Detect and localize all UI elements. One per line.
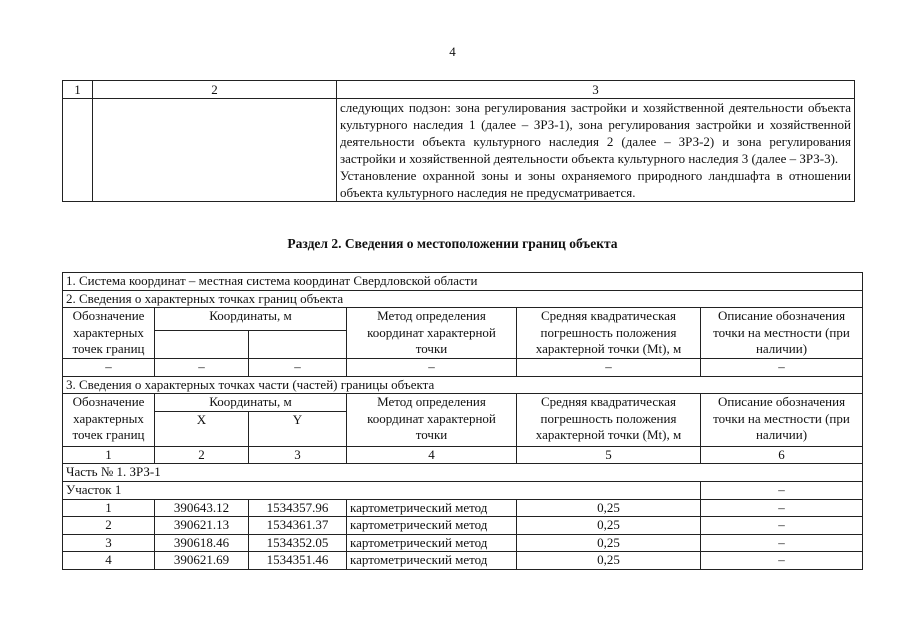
point-x: 390621.69 bbox=[155, 552, 249, 570]
header-cell-1: 1 bbox=[63, 81, 93, 99]
table-row bbox=[63, 552, 863, 570]
designation-header: Обозначение характерных точек границ bbox=[63, 394, 155, 447]
continuation-table bbox=[62, 80, 855, 202]
section-label-row bbox=[63, 481, 863, 499]
point-x: 390643.12 bbox=[155, 499, 249, 517]
object-points-title-row bbox=[63, 290, 863, 308]
description-header: Описание обозначения точки на местности (при наличии) bbox=[701, 308, 863, 359]
header-cell-3: 3 bbox=[337, 81, 855, 99]
continuation-body-row bbox=[63, 99, 855, 202]
description-header: Описание обозначения точки на местности (при наличии) bbox=[701, 394, 863, 447]
point-number: 2 bbox=[63, 517, 155, 535]
continuation-header-row bbox=[63, 81, 855, 99]
column-number: 5 bbox=[517, 446, 701, 464]
description-cell bbox=[337, 99, 855, 202]
point-error: 0,25 bbox=[517, 499, 701, 517]
point-method: картометрический метод bbox=[347, 499, 517, 517]
column-header-row bbox=[63, 308, 863, 331]
point-method: картометрический метод bbox=[347, 534, 517, 552]
method-header: Метод определения координат характерной точки bbox=[347, 394, 517, 447]
dash-cell: – bbox=[701, 481, 863, 499]
point-number: 4 bbox=[63, 552, 155, 570]
subzones-paragraph: следующих подзон: зона регулирования застройки и хозяйственной деятельности объекта культурного наследия 1 (далее – ЗРЗ-1), зона регулирования застройки и хозяйственной деятельности объекта культурного наследия 2 (далее – ЗРЗ-2) и зона регулирования застройки и хозяйственной деятельности объекта культурного наследия 3 (далее – ЗРЗ-3). bbox=[340, 100, 851, 166]
dash-cell: – bbox=[249, 358, 347, 376]
column-number: 1 bbox=[63, 446, 155, 464]
method-header: Метод определения координат характерной точки bbox=[347, 308, 517, 359]
point-method: картометрический метод bbox=[347, 517, 517, 535]
point-x: 390618.46 bbox=[155, 534, 249, 552]
coordinates-header: Координаты, м bbox=[155, 308, 347, 331]
error-header: Средняя квадратическая погрешность положения характерной точки (Mt), м bbox=[517, 308, 701, 359]
part-label-row bbox=[63, 464, 863, 482]
dash-cell: – bbox=[63, 358, 155, 376]
boundary-points-table bbox=[62, 272, 863, 570]
y-subheader-empty bbox=[249, 331, 347, 359]
point-description: – bbox=[701, 517, 863, 535]
table-row bbox=[63, 517, 863, 535]
point-error: 0,25 bbox=[517, 517, 701, 535]
point-y: 1534361.37 bbox=[249, 517, 347, 535]
column-number: 4 bbox=[347, 446, 517, 464]
dash-cell: – bbox=[517, 358, 701, 376]
point-y: 1534357.96 bbox=[249, 499, 347, 517]
table-row bbox=[63, 499, 863, 517]
column-number: 2 bbox=[155, 446, 249, 464]
object-points-title-cell: 2. Сведения о характерных точках границ объекта bbox=[63, 290, 863, 308]
x-subheader: X bbox=[155, 411, 249, 446]
dash-row bbox=[63, 358, 863, 376]
dash-cell: – bbox=[347, 358, 517, 376]
part-points-title-cell: 3. Сведения о характерных точках части (частей) границы объекта bbox=[63, 376, 863, 394]
section-label-cell: Участок 1 bbox=[63, 481, 701, 499]
point-y: 1534351.46 bbox=[249, 552, 347, 570]
point-error: 0,25 bbox=[517, 534, 701, 552]
point-y: 1534352.05 bbox=[249, 534, 347, 552]
point-description: – bbox=[701, 499, 863, 517]
column-number-row bbox=[63, 446, 863, 464]
table-row bbox=[63, 534, 863, 552]
part-points-title-row bbox=[63, 376, 863, 394]
y-subheader: Y bbox=[249, 411, 347, 446]
page-number: 4 bbox=[449, 44, 456, 59]
point-method: картометрический метод bbox=[347, 552, 517, 570]
point-description: – bbox=[701, 552, 863, 570]
section-title: Раздел 2. Сведения о местоположении границ объекта bbox=[287, 236, 618, 251]
header-cell-2: 2 bbox=[93, 81, 337, 99]
dash-cell: – bbox=[701, 358, 863, 376]
dash-cell: – bbox=[155, 358, 249, 376]
point-description: – bbox=[701, 534, 863, 552]
point-error: 0,25 bbox=[517, 552, 701, 570]
error-header: Средняя квадратическая погрешность положения характерной точки (Mt), м bbox=[517, 394, 701, 447]
coordinates-header: Координаты, м bbox=[155, 394, 347, 412]
column-number: 3 bbox=[249, 446, 347, 464]
protection-zone-paragraph: Установление охранной зоны и зоны охраняемого природного ландшафта в отношении объекта культурного наследия не предусматривается. bbox=[340, 168, 851, 200]
point-number: 1 bbox=[63, 499, 155, 517]
empty-cell bbox=[93, 99, 337, 202]
empty-cell bbox=[63, 99, 93, 202]
designation-header: Обозначение характерных точек границ bbox=[63, 308, 155, 359]
column-number: 6 bbox=[701, 446, 863, 464]
x-subheader-empty bbox=[155, 331, 249, 359]
column-header-row-2 bbox=[63, 394, 863, 412]
part-label-cell: Часть № 1. ЗРЗ-1 bbox=[63, 464, 863, 482]
point-x: 390621.13 bbox=[155, 517, 249, 535]
coordinate-system-cell: 1. Система координат – местная система координат Свердловской области bbox=[63, 273, 863, 291]
coordinate-system-row bbox=[63, 273, 863, 291]
point-number: 3 bbox=[63, 534, 155, 552]
